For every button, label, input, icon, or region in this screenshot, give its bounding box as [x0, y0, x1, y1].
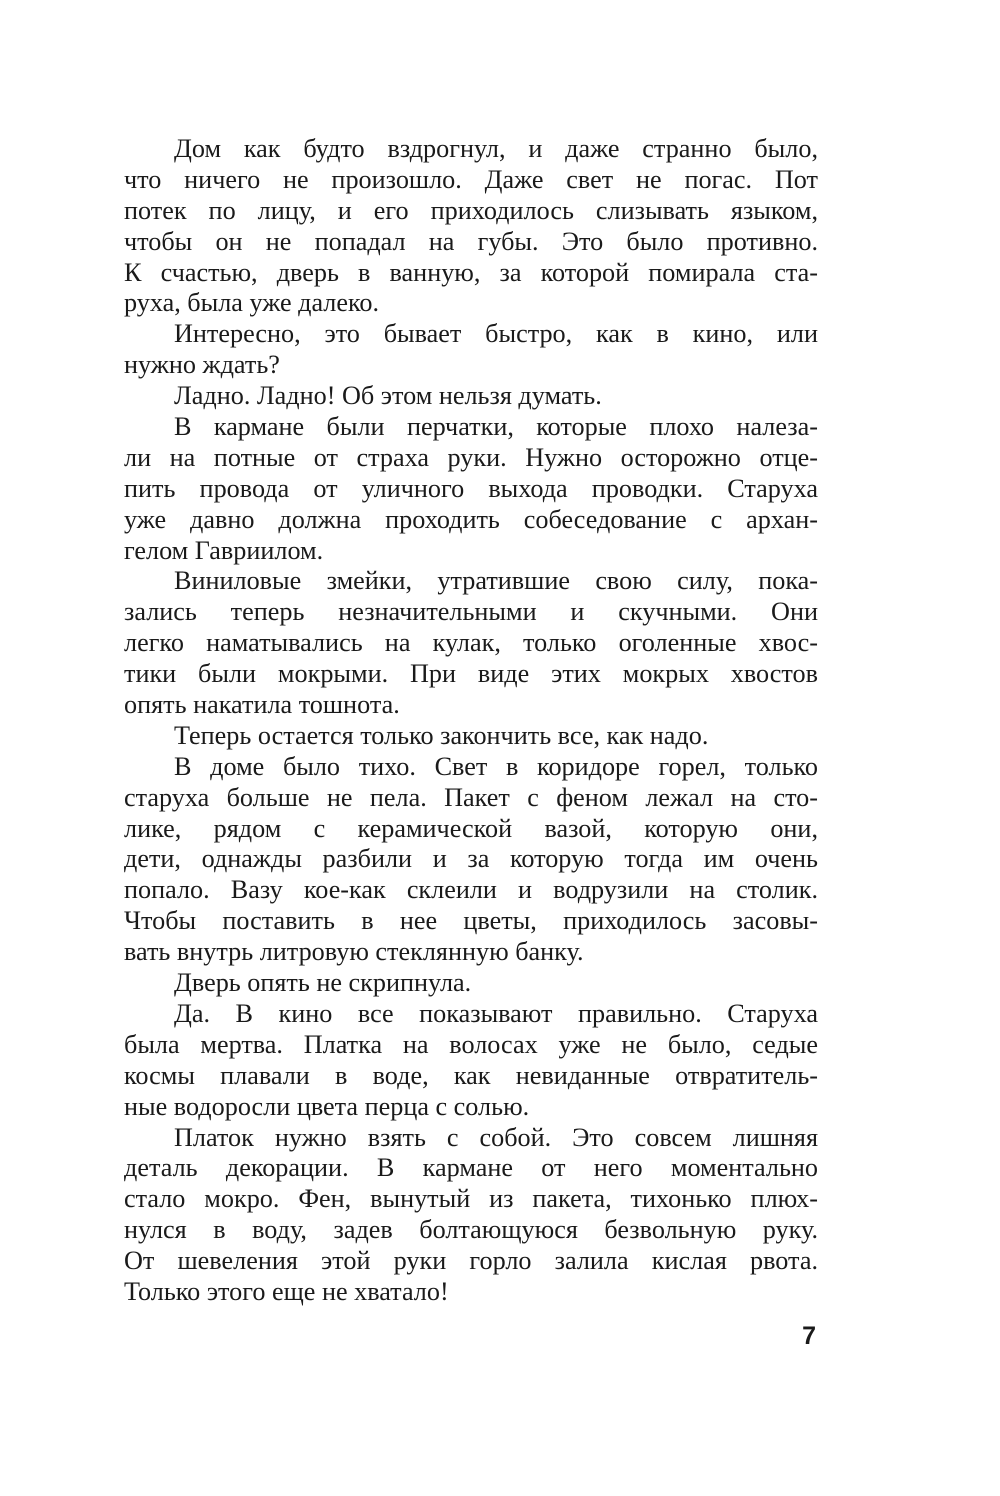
text-line: Теперь остается только закончить все, как надо. [174, 720, 709, 750]
text-line: ные водоросли цвета перца с солью. [124, 1091, 530, 1121]
text-line: старуха больше не пела. Пакет с феном лежал на сто- [124, 782, 818, 812]
text-line: уже давно должна проходить собеседование с архан- [124, 504, 818, 534]
text-line: нулся в воду, задев болтающуюся безвольную руку. [124, 1215, 818, 1245]
text-line: Да. В кино все показывают правильно. Старуха [174, 998, 818, 1028]
text-line: Виниловые змейки, утратившие свою силу, пока- [174, 566, 818, 596]
text-line: деталь декорации. В кармане от него моментально [124, 1153, 818, 1183]
text-line: От шевеления этой руки горло залила кислая рвота. [124, 1246, 818, 1276]
text-line: стало мокро. Фен, вынутый из пакета, тихонько плюх- [124, 1184, 818, 1214]
text-line: Только этого еще не хватало! [124, 1276, 449, 1306]
text-line: В кармане были перчатки, которые плохо налеза- [174, 412, 818, 442]
text-line: тики были мокрыми. При виде этих мокрых хвостов [124, 659, 818, 689]
text-line: В доме было тихо. Свет в коридоре горел, только [174, 751, 818, 781]
text-line: опять накатила тошнота. [124, 690, 400, 720]
text-line: попало. Вазу кое-как склеили и водрузили на столик. [124, 875, 818, 905]
text-line: Чтобы поставить в нее цветы, приходилось засовы- [124, 906, 818, 936]
text-line: что ничего не произошло. Даже свет не погас. Пот [124, 164, 818, 194]
text-line: вать внутрь литровую стеклянную банку. [124, 937, 584, 967]
text-line: легко наматывались на кулак, только оголенные хвос- [124, 628, 818, 658]
text-line: Дверь опять не скрипнула. [174, 968, 472, 998]
text-line: ли на потные от страха руки. Нужно осторожно отце- [124, 442, 818, 472]
text-line: К счастью, дверь в ванную, за которой помирала ста- [124, 257, 818, 287]
text-line: пить провода от уличного выхода проводки. Старуха [124, 473, 818, 503]
text-line: чтобы он не попадал на губы. Это было противно. [124, 226, 818, 256]
text-line: зались теперь незначительными и скучными. Они [124, 597, 818, 627]
text-line: дети, однажды разбили и за которую тогда им очень [124, 844, 818, 874]
text-line: Дом как будто вздрогнул, и даже странно было, [174, 134, 818, 163]
text-line: лике, рядом с керамической вазой, которую они, [124, 813, 818, 843]
text-line: руха, была уже далеко. [124, 288, 380, 318]
body-text [124, 134, 818, 1308]
text-line: потек по лицу, и его приходилось слизывать языком, [124, 195, 818, 225]
page-number: 7 [802, 1322, 816, 1350]
text-line: космы плавали в воде, как невиданные отвратитель- [124, 1060, 818, 1090]
text-line: Интересно, это бывает быстро, как в кино, или [174, 319, 818, 349]
text-line: была мертва. Платка на волосах уже не было, седые [124, 1029, 818, 1059]
text-line: Платок нужно взять с собой. Это совсем лишняя [174, 1122, 818, 1152]
text-line: нужно ждать? [124, 350, 280, 380]
text-line: Ладно. Ладно! Об этом нельзя думать. [174, 381, 602, 411]
text-line: гелом Гавриилом. [124, 535, 324, 565]
